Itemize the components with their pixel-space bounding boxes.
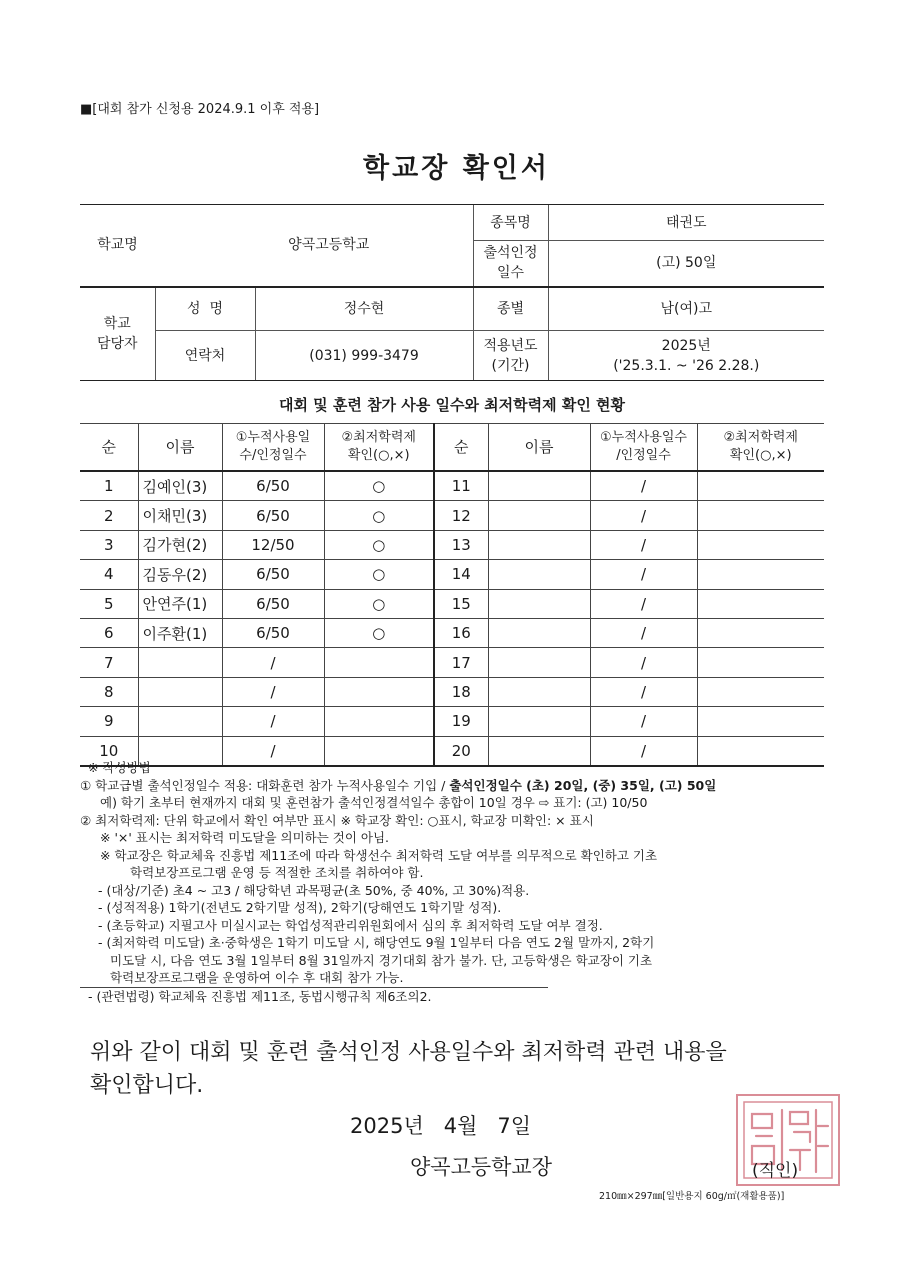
row-days: 6/50 (222, 560, 324, 589)
detail-4-cont-2: 학력보장프로그램을 운영하여 이수 후 대회 참가 가능. (110, 970, 404, 985)
confirmation-line-1: 위와 같이 대회 및 훈련 출석인정 사용일수와 최저학력 관련 내용을 (90, 1040, 727, 1065)
row-days: / (222, 648, 324, 677)
note-1-example: 예) 학기 초부터 현재까지 대회 및 훈련참가 출석인정결석일수 총합이 10일 경우 ⇨ 표기: (고) 10/50 (100, 795, 648, 810)
year-label-line2: (기간) (491, 357, 530, 374)
row-acad-right (697, 530, 824, 559)
row-days: / (222, 677, 324, 706)
row-acad (324, 677, 434, 706)
attendance-label-line2: 일수 (496, 265, 525, 282)
row-name-right (488, 648, 590, 677)
row-no-right: 14 (434, 560, 488, 589)
row-no-right: 12 (434, 501, 488, 530)
row-no: 4 (80, 560, 138, 589)
row-acad: ○ (324, 530, 434, 559)
col-days-line1: ①누적사용일 (235, 430, 311, 445)
row-acad: ○ (324, 471, 434, 501)
col-acad-line1: ②최저학력제 (341, 430, 416, 445)
row-days-right: / (590, 736, 697, 766)
col-acad-right-line1: ②최저학력제 (723, 430, 798, 445)
row-name: 김예인(3) (138, 471, 222, 501)
row-acad: ○ (324, 501, 434, 530)
manager-label-line1: 학교 (103, 315, 131, 332)
table-row (80, 471, 824, 501)
table-row (80, 707, 824, 736)
row-acad (324, 648, 434, 677)
row-days: / (222, 707, 324, 736)
row-name-right (488, 560, 590, 589)
row-days: 6/50 (222, 501, 324, 530)
issue-date: 2025년 4월 7일 (350, 1114, 532, 1138)
row-name-right (488, 501, 590, 530)
note-2: ② 최저학력제: 단위 학교에서 확인 여부만 표시 ※ 학교장 확인: ○표시, 학교장 미확인: × 표시 (80, 812, 594, 828)
row-acad-right (697, 648, 824, 677)
school-name-row (80, 205, 473, 287)
gender-value: 남(여)고 (548, 287, 824, 331)
row-days-right: / (590, 471, 697, 501)
confirmation-line-2: 확인합니다. (90, 1073, 204, 1098)
year-period: ('25.3.1. ~ '26 2.28.) (613, 357, 760, 374)
col-acad-right (697, 424, 824, 472)
detail-1: - (대상/기준) 초4 ~ 고3 / 해당학년 과목평균(초 50%, 중 40%, 고 30%)적용. (98, 882, 530, 898)
note-1-text: ① 학교급별 출석인정일수 적용: 대화훈련 참가 누적사용일수 기입 / (80, 777, 450, 793)
row-acad-right (697, 618, 824, 647)
attendance-value: (고) 50일 (548, 241, 824, 287)
note-1-bold: 출석인정일수 (초) 20일, (중) 35일, (고) 50일 (449, 777, 717, 793)
row-no-right: 17 (434, 648, 488, 677)
status-table-header (80, 424, 824, 472)
note-4: ※ 학교장은 학교체육 진흥법 제11조에 따라 학생선수 최저학력 도달 여부를 의무적으로 확인하고 기초 (100, 847, 658, 863)
table-row (80, 589, 824, 618)
row-name (138, 648, 222, 677)
row-acad: ○ (324, 618, 434, 647)
status-section-title: 대회 및 훈련 참가 사용 일수와 최저학력제 확인 현황 (278, 396, 626, 414)
detail-2: - (성적적용) 1학기(전년도 2학기말 성적), 2학기(당해연도 1학기말 성적). (98, 900, 502, 915)
detail-4: - (최저학력 미도달) 초·중학생은 1학기 미도달 시, 해당연도 9월 1일부터 다음 연도 2월 말까지, 2학기 (98, 935, 655, 950)
status-table (80, 423, 824, 767)
col-days-right-line1: ①누적사용일수 (599, 430, 687, 445)
year-label (473, 331, 548, 381)
row-days-right: / (590, 560, 697, 589)
row-name-right (488, 677, 590, 706)
row-days: / (222, 736, 324, 766)
row-no-right: 20 (434, 736, 488, 766)
row-days-right: / (590, 648, 697, 677)
table-row (80, 501, 824, 530)
row-days-right: / (590, 501, 697, 530)
row-no: 5 (80, 589, 138, 618)
name-value: 정수현 (255, 287, 473, 331)
table-row (80, 560, 824, 589)
row-days: 12/50 (222, 530, 324, 559)
detail-4-cont-1: 미도달 시, 다음 연도 3월 1일부터 8월 31일까지 경기대회 참가 불가. 단, 고등학생은 학교장이 기초 (110, 952, 653, 968)
row-name-right (488, 618, 590, 647)
col-acad (324, 424, 434, 472)
row-name-right (488, 589, 590, 618)
row-acad-right (697, 589, 824, 618)
event-label: 종목명 (473, 205, 548, 241)
note-1 (80, 777, 840, 795)
row-days-right: / (590, 677, 697, 706)
row-no: 3 (80, 530, 138, 559)
manager-label-line2: 담당자 (96, 335, 138, 352)
attendance-label (473, 241, 548, 287)
row-no: 8 (80, 677, 138, 706)
row-days-right: / (590, 707, 697, 736)
row-name: 이채민(3) (138, 501, 222, 530)
notes-heading: ※ 작성방법 (88, 760, 151, 775)
row-name-right (488, 471, 590, 501)
row-days-right: / (590, 618, 697, 647)
school-info-table (80, 204, 824, 381)
col-name-right: 이름 (488, 424, 590, 472)
row-days: 6/50 (222, 589, 324, 618)
confirmation-statement (90, 1036, 830, 1102)
col-days (222, 424, 324, 472)
header-note: ■[대회 참가 신청용 2024.9.1 이후 적용] (80, 102, 320, 117)
row-name-right (488, 707, 590, 736)
row-days-right: / (590, 589, 697, 618)
col-days-line2: 수/인정일수 (239, 448, 307, 463)
row-name-right (488, 530, 590, 559)
row-no: 7 (80, 648, 138, 677)
school-name-label: 학교명 (97, 237, 138, 254)
row-no: 9 (80, 707, 138, 736)
row-no: 10 (80, 736, 138, 766)
note-3: ※ '×' 표시는 최저학력 미도달을 의미하는 것이 아님. (100, 830, 390, 845)
row-no-right: 11 (434, 471, 488, 501)
gender-label: 종별 (473, 287, 548, 331)
row-days: 6/50 (222, 471, 324, 501)
row-acad: ○ (324, 560, 434, 589)
seal-label: (직인) (752, 1161, 799, 1181)
row-no-right: 15 (434, 589, 488, 618)
col-acad-line2: 확인(○,×) (347, 448, 410, 463)
year-value-line1: 2025년 (661, 337, 711, 354)
table-row (80, 677, 824, 706)
row-acad (324, 707, 434, 736)
row-acad: ○ (324, 589, 434, 618)
col-days-right (590, 424, 697, 472)
row-no-right: 18 (434, 677, 488, 706)
col-name: 이름 (138, 424, 222, 472)
row-name: 안연주(1) (138, 589, 222, 618)
col-days-right-line2: /인정일수 (616, 448, 671, 463)
row-no: 2 (80, 501, 138, 530)
row-acad-right (697, 677, 824, 706)
row-no-right: 13 (434, 530, 488, 559)
contact-label: 연락처 (155, 331, 255, 381)
year-label-line1: 적용년도 (483, 337, 538, 354)
note-4-cont: 학력보장프로그램 운영 등 적절한 조치를 취하여야 함. (130, 865, 424, 880)
row-acad-right (697, 501, 824, 530)
row-acad-right (697, 471, 824, 501)
detail-3: - (초등학교) 지필고사 미실시교는 학업성적관리위원회에서 심의 후 최저학력 도달 여부 결정. (98, 917, 603, 933)
col-no-right: 순 (434, 424, 488, 472)
row-acad-right (697, 707, 824, 736)
manager-label (80, 287, 155, 381)
table-row (80, 530, 824, 559)
year-value (548, 331, 824, 381)
row-name: 김동우(2) (138, 560, 222, 589)
signer-name: 양곡고등학교장 (410, 1155, 553, 1179)
paper-spec: 210㎜×297㎜[일반용지 60g/㎡(재활용품)] (599, 1191, 785, 1202)
row-no-right: 19 (434, 707, 488, 736)
row-name (138, 677, 222, 706)
event-value: 태권도 (548, 205, 824, 241)
school-name-value: 양곡고등학교 (288, 237, 370, 254)
document-title: 학교장 확인서 (363, 153, 550, 184)
contact-value: (031) 999-3479 (255, 331, 473, 381)
col-acad-right-line2: 확인(○,×) (729, 448, 792, 463)
row-days: 6/50 (222, 618, 324, 647)
row-name (138, 707, 222, 736)
row-name: 김가현(2) (138, 530, 222, 559)
row-name: 이주환(1) (138, 618, 222, 647)
row-days-right: / (590, 530, 697, 559)
row-no: 6 (80, 618, 138, 647)
instructions (80, 759, 840, 1005)
row-no-right: 16 (434, 618, 488, 647)
row-no: 1 (80, 471, 138, 501)
detail-5: - (관련법령) 학교체육 진흥법 제11조, 동법시행규칙 제6조의2. (80, 987, 548, 1006)
col-no: 순 (80, 424, 138, 472)
row-acad-right (697, 560, 824, 589)
table-row (80, 648, 824, 677)
attendance-label-line1: 출석인정 (483, 245, 538, 262)
name-label: 성 명 (155, 287, 255, 331)
table-row (80, 618, 824, 647)
